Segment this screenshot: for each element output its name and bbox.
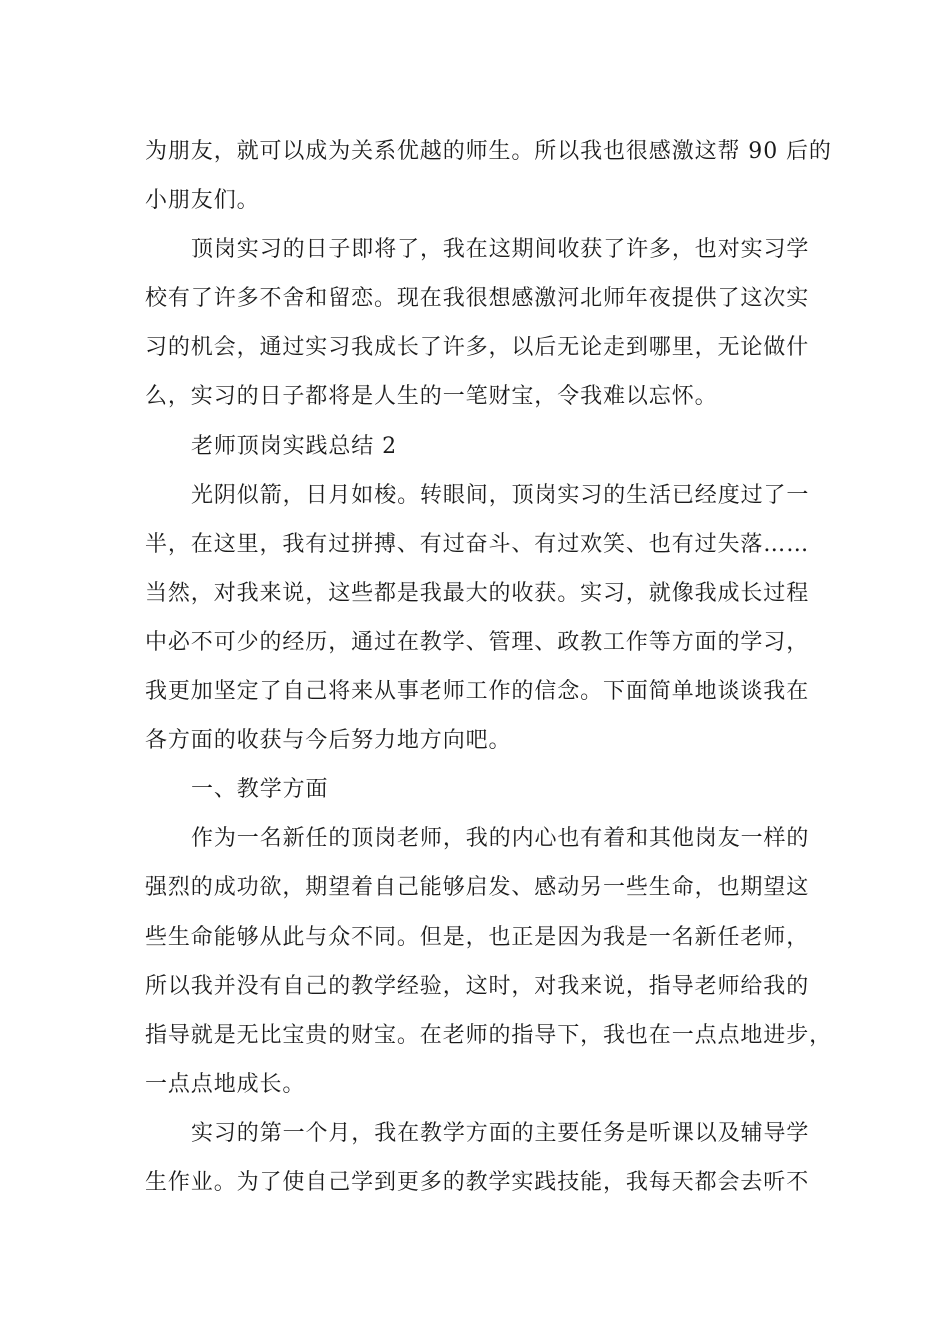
text-line: 各方面的收获与今后努力地方向吧。 (145, 728, 512, 754)
text-line: 习的机会，通过实习我成长了许多，以后无论走到哪里，无论做什 (145, 335, 810, 361)
text-line: 半，在这里，我有过拼搏、有过奋斗、有过欢笑、也有过失落…… (145, 531, 810, 557)
text-line: 为朋友，就可以成为关系优越的师生。所以我也很感激这帮 90 后的 (145, 139, 832, 164)
text-line: 校有了许多不舍和留恋。现在我很想感激河北师年夜提供了这次实 (145, 286, 810, 312)
text-line: 光阴似箭，日月如梭。转眼间，顶岗实习的生活已经度过了一 (191, 482, 810, 508)
text-line: 指导就是无比宝贵的财宝。在老师的指导下，我也在一点点地进步， (145, 1022, 833, 1048)
text-line: 顶岗实习的日子即将了，我在这期间收获了许多，也对实习学 (191, 237, 810, 263)
text-line: 些生命能够从此与众不同。但是，也正是因为我是一名新任老师， (145, 924, 810, 950)
text-line: 中必不可少的经历，通过在教学、管理、政教工作等方面的学习， (145, 629, 810, 655)
text-line: 作为一名新任的顶岗老师，我的内心也有着和其他岗友一样的 (191, 826, 810, 852)
text-line: 小朋友们。 (145, 188, 260, 214)
text-line: 当然，对我来说，这些都是我最大的收获。实习，就像我成长过程 (145, 580, 810, 606)
text-line: 所以我并没有自己的教学经验，这时，对我来说，指导老师给我的 (145, 973, 810, 999)
section-heading: 一、教学方面 (191, 777, 329, 803)
text-line: 生作业。为了使自己学到更多的教学实践技能，我每天都会去听不 (145, 1169, 810, 1195)
text-line: 么，实习的日子都将是人生的一笔财宝，令我难以忘怀。 (145, 384, 718, 410)
text-line: 强烈的成功欲，期望着自己能够启发、感动另一些生命，也期望这 (145, 875, 810, 901)
text-line: 一点点地成长。 (145, 1071, 306, 1097)
text-line: 我更加坚定了自己将来从事老师工作的信念。下面简单地谈谈我在 (145, 679, 810, 705)
text-line: 实习的第一个月，我在教学方面的主要任务是听课以及辅导学 (191, 1120, 810, 1146)
section-heading: 老师顶岗实践总结 2 (191, 433, 397, 459)
document-body (145, 127, 833, 1207)
